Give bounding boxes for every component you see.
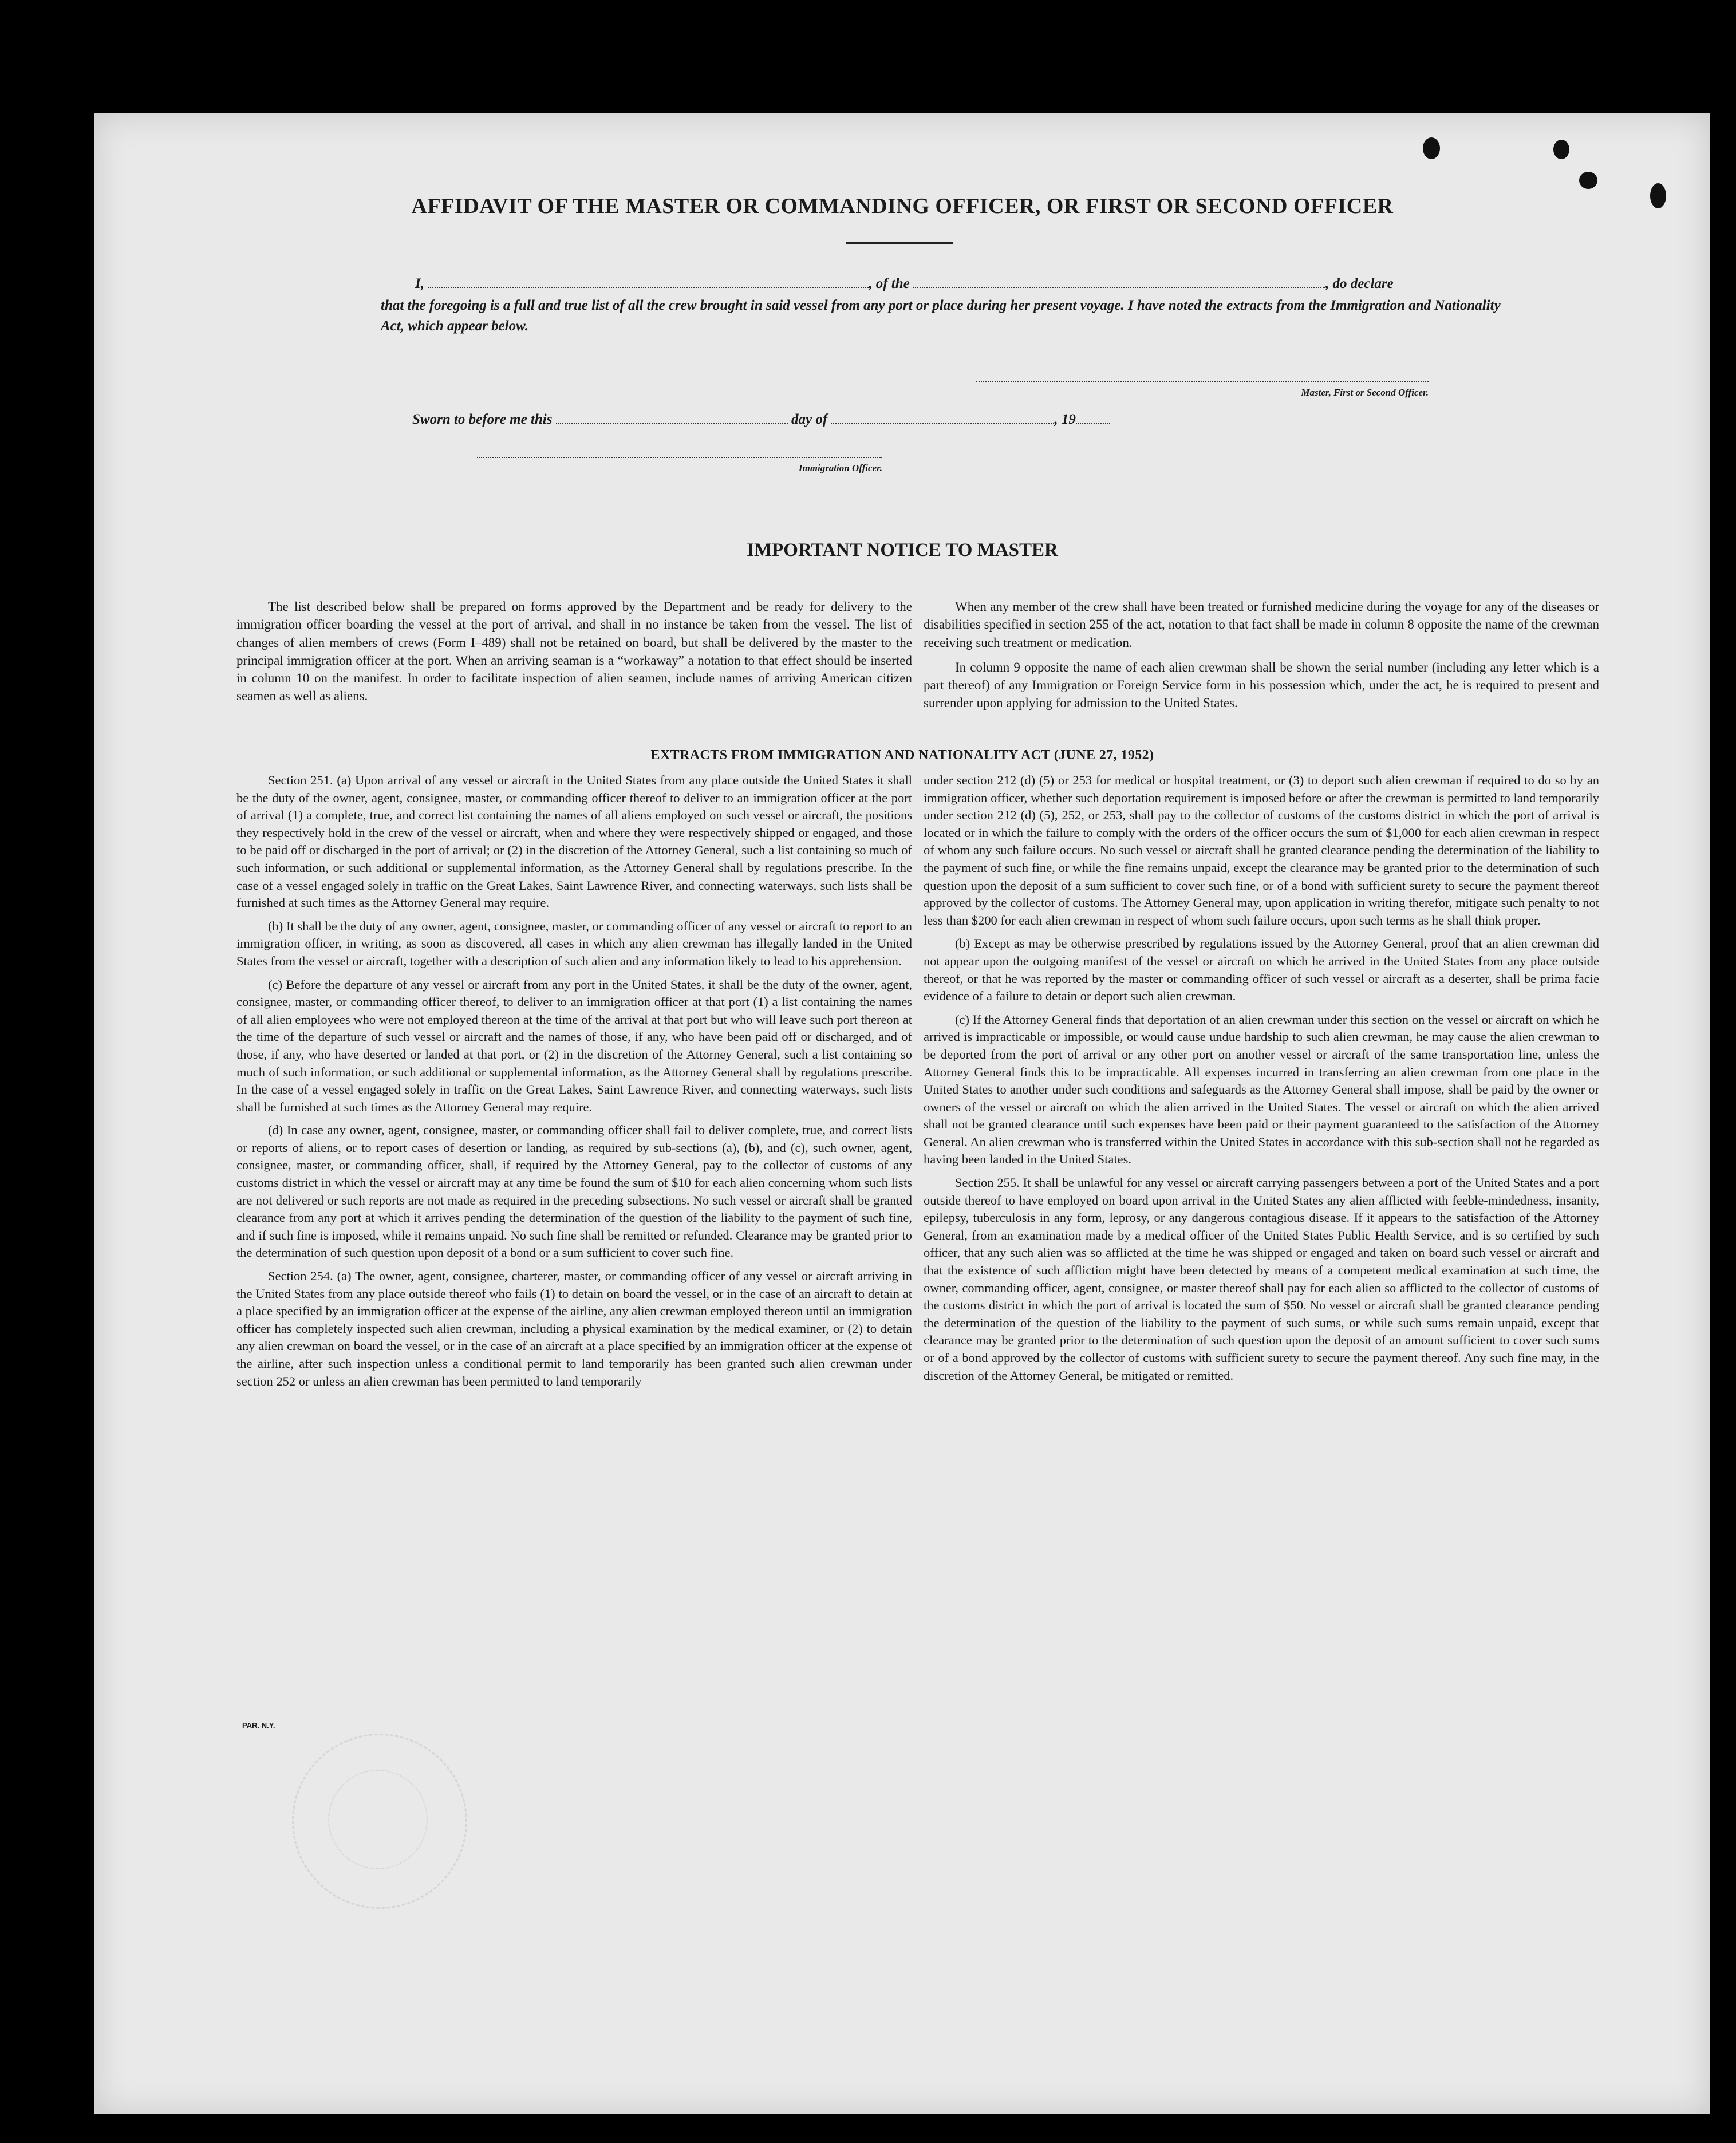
- section-251b: (b) It shall be the duty of any owner, agent, consignee, master, or commanding officer of any vessel or aircraft to report to an immigration officer, in writing, as soon as discovered, all cases in which any alien crewman has illegally landed in the United States from the vessel or aircraft, together with a description of such alien and any information likely to lead to his apprehension.: [236, 918, 912, 968]
- day-of-label: day of: [791, 412, 828, 427]
- notice-paragraph: When any member of the crew shall have been treated or furnished medicine during the voyage for any of the diseases or disabilities specified in section 255 of the act, notation to that fact shall be made in column 8 opposite the name of the crewman receiving such treatment or medication.: [924, 599, 1599, 650]
- officer-signature-line[interactable]: [477, 457, 882, 458]
- sworn-prefix: Sworn to before me this: [412, 412, 553, 427]
- name-field[interactable]: [428, 275, 869, 288]
- section-251a: Section 251. (a) Upon arrival of any vessel or aircraft in the United States from any place outside the United States it shall be the duty of the owner, agent, consignee, master, or commanding officer thereof to deliver to an immigration officer at the port of arrival (1) a complete, true, and correct list containing the names of all aliens employed on such vessel or aircraft, the positions they respectively hold in the crew of the vessel or aircraft, when and where they were respectively shipped or engaged, and those to be paid off or discharged in the port of arrival; or (2) in the discretion of the Attorney General, such a list containing so much of such information, or such additional or supplemental information, as the Attorney General shall by regulations prescribe. In the case of a vessel engaged solely in traffic on the Great Lakes, Saint Lawrence River, and connecting waterways, such lists shall be furnished at such times as the Attorney General may require.: [236, 773, 912, 910]
- notice-right-column: [924, 598, 1599, 712]
- sworn-month-field[interactable]: [831, 411, 1054, 424]
- do-declare-label: , do declare: [1325, 276, 1394, 291]
- of-the-label: , of the: [869, 276, 910, 291]
- faded-seal-stamp: [292, 1734, 467, 1909]
- sworn-day-field[interactable]: [556, 411, 788, 424]
- section-251d: (d) In case any owner, agent, consignee, master, or commanding officer shall fail to deliver complete, true, and correct lists or reports of aliens, or to report cases of desertion or landing, as required by sub-sections (a), (b), and (c), such owner, agent, consignee, master, or commanding officer, shall, if required by the Attorney General, pay to the collector of customs of any customs district in which the vessel or aircraft may at any time be found the sum of $10 for each alien concerning whom such lists are not delivered or such reports are not made as required in the preceding subsections. No such vessel or aircraft shall be granted clearance from any port at which it arrives pending the determination of the question of the liability to the payment of such fine, and if such fine is imposed, while it remains unpaid. No such fine shall be remitted or refunded. Clearance may be granted prior to the determination of such question upon deposit of a bond or a sum sufficient to cover such fine.: [236, 1123, 912, 1260]
- master-signature-label: Master, First or Second Officer.: [1301, 387, 1429, 398]
- officer-signature-label: Immigration Officer.: [798, 463, 882, 473]
- master-signature-line[interactable]: [976, 381, 1429, 382]
- section-254a: Section 254. (a) The owner, agent, consignee, charterer, master, or commanding officer of any vessel or aircraft arriving in the United States from any place outside thereof who fails (1) to detain on board the vessel, or in the case of an aircraft to detain at a place specified by an immigration officer at the expense of the airline, any alien crewman employed thereon until an immigration officer has completely inspected such alien crewman, including a physical examination by the medical examiner, or (2) to detain any alien crewman on board the vessel, or in the case of an aircraft at a place specified by an immigration officer at the expense of the airline, after such inspection unless a conditional permit to land temporarily has been granted such alien crewman under section 252 or unless an alien crewman has been permitted to land temporarily: [236, 1269, 912, 1388]
- year-prefix: , 19: [1054, 412, 1076, 427]
- declaration-body: that the foregoing is a full and true list of all the crew brought in said vessel from any port or place during her present voyage. I have noted the extracts from the Immigration and Nationality Act, which appear below.: [381, 298, 1501, 334]
- notice-left-column: [236, 598, 912, 705]
- sworn-year-field[interactable]: [1076, 411, 1110, 424]
- title-divider: [846, 242, 953, 244]
- extracts-right-column: [924, 772, 1599, 1384]
- vessel-field[interactable]: [913, 275, 1325, 288]
- notice-paragraph: The list described below shall be prepared on forms approved by the Department and be ready for delivery to the immigration officer boarding the vessel at the port of arrival, and shall in no instance be taken from the vessel. The list of changes of alien members of crews (Form I–489) shall not be retained on board, but shall be delivered by the master to the principal immigration officer at the port. When an arriving seaman is a “workaway” a notation to that effect should be inserted in column 10 on the manifest. In order to facilitate inspection of alien seamen, include names of arriving American citizen seamen as well as aliens.: [236, 599, 912, 704]
- sworn-line: [412, 411, 1328, 428]
- extracts-title: EXTRACTS FROM IMMIGRATION AND NATIONALITY ACT (JUNE 27, 1952): [650, 748, 1154, 763]
- section-251c: (c) Before the departure of any vessel or aircraft from any port in the United States, it shall be the duty of the owner, agent, consignee, master, or commanding officer thereof, to deliver to an immigration officer at that port (1) a list containing the names of all alien employees who were not employed thereon at the time of the arrival at that port but who will leave such port thereon at the time of the departure of such vessel or aircraft and the names of those, if any, who have been paid off or discharged, and of those, if any, who have deserted or landed at that port, or (2) in the discretion of the Attorney General, such a list containing so much of such information, or such additional or supplemental information, as the Attorney General shall by regulations prescribe. In the case of a vessel engaged solely in traffic on the Great Lakes, Saint Lawrence River, and connecting waterways, such lists shall be furnished at such times as the Attorney General may require.: [236, 977, 912, 1114]
- extracts-left-column: [236, 772, 912, 1390]
- section-254a-continued: under section 212 (d) (5) or 253 for medical or hospital treatment, or (3) to deport such alien crewman if required to do so by an immigration officer, whether such deportation requirement is imposed before or after the crewman is permitted to land temporarily under section 212 (d) (5), 252, or 253, shall pay to the collector of customs of the customs district in which the port of arrival is located or in which the failure to comply with the orders of the officer occurs the sum of $1,000 for each alien crewman in respect of whom any such failure occurs. No such vessel or aircraft shall be granted clearance pending the determination of the liability to the payment of such fine, or while the fine remains unpaid, except the clearance may be granted prior to the determination of such question upon the deposit of a sum sufficient to cover such fine, or of a bond with sufficient surety to secure the payment thereof approved by the collector of customs. The Attorney General may, upon application in writing therefor, mitigate such penalty to not less than $200 for each alien crewman in respect of whom such failure occurs, upon such terms as he shall think proper.: [924, 773, 1599, 928]
- section-254b: (b) Except as may be otherwise prescribed by regulations issued by the Attorney General, proof that an alien crewman did not appear upon the outgoing manifest of the vessel or aircraft on which he arrived in the United States from any place outside thereof, or that he was reported by the master or commanding officer of such vessel or aircraft as a deserter, shall be prima facie evidence of a failure to detain or deport such alien crewman.: [924, 936, 1599, 1004]
- punch-hole: [1579, 172, 1597, 189]
- document-page: [94, 113, 1710, 2114]
- i-label: I,: [415, 276, 424, 291]
- declaration-line: [415, 274, 1474, 294]
- punch-hole: [1423, 137, 1440, 159]
- affidavit-title: AFFIDAVIT OF THE MASTER OR COMMANDING OFFICER, OR FIRST OR SECOND OFFICER: [411, 194, 1394, 218]
- printer-mark: PAR. N.Y.: [242, 1721, 275, 1730]
- punch-hole: [1553, 140, 1569, 159]
- section-254c: (c) If the Attorney General finds that deportation of an alien crewman under this section on the vessel or aircraft on which he arrived is impracticable or impossible, or would cause undue hardship to such alien crewman, he may cause the alien crewman to be deported from the port of arrival or any other port on another vessel or aircraft of the same transportation line, unless the Attorney General finds this to be impracticable. All expenses incurred in transferring an alien crewman from one place in the United States to another under such conditions and safeguards as the Attorney General shall impose, shall be paid by the owner or owners of the vessel or aircraft on which the alien arrived in the United States. The vessel or aircraft on which the alien arrived shall not be granted clearance until such expenses have been paid or their payment guaranteed to the satisfaction of the Attorney General. An alien crewman who is transferred within the United States in accordance with this sub-section shall not be regarded as having been landed in the United States.: [924, 1012, 1599, 1167]
- notice-paragraph: In column 9 opposite the name of each alien crewman shall be shown the serial number (including any letter which is a part thereof) of any Immigration or Foreign Service form in his possession which, under the act, he is required to present and surrender upon applying for admission to the United States.: [924, 660, 1599, 711]
- notice-title: IMPORTANT NOTICE TO MASTER: [747, 540, 1058, 561]
- section-255: Section 255. It shall be unlawful for any vessel or aircraft carrying passengers between a port of the United States and a port outside thereof to have employed on board upon arrival in the United States any alien afflicted with feeble-mindedness, insanity, epilepsy, tuberculosis in any form, leprosy, or any dangerous contagious disease. If it appears to the satisfaction of the Attorney General, from an examination made by a medical officer of the United States Public Health Service, and is so certified by such officer, that any such alien was so afflicted at the time he was shipped or engaged and taken on board such vessel or aircraft and that the existence of such affliction might have been detected by means of a competent medical examination at such time, the owner, commanding officer, agent, consignee, or master thereof shall pay for each alien so afflicted to the collector of customs of the customs district in which the port of arrival is located the sum of $50. No vessel or aircraft shall be granted clearance pending the determination of the question of the liability to the payment of such sums, or while such sums remain unpaid, except that clearance may be granted prior to the determination of such question upon the deposit of an amount sufficient to cover such sums or of a bond approved by the collector of customs with sufficient surety to secure the payment thereof. Any such fine may, in the discretion of the Attorney General, be mitigated or remitted.: [924, 1175, 1599, 1383]
